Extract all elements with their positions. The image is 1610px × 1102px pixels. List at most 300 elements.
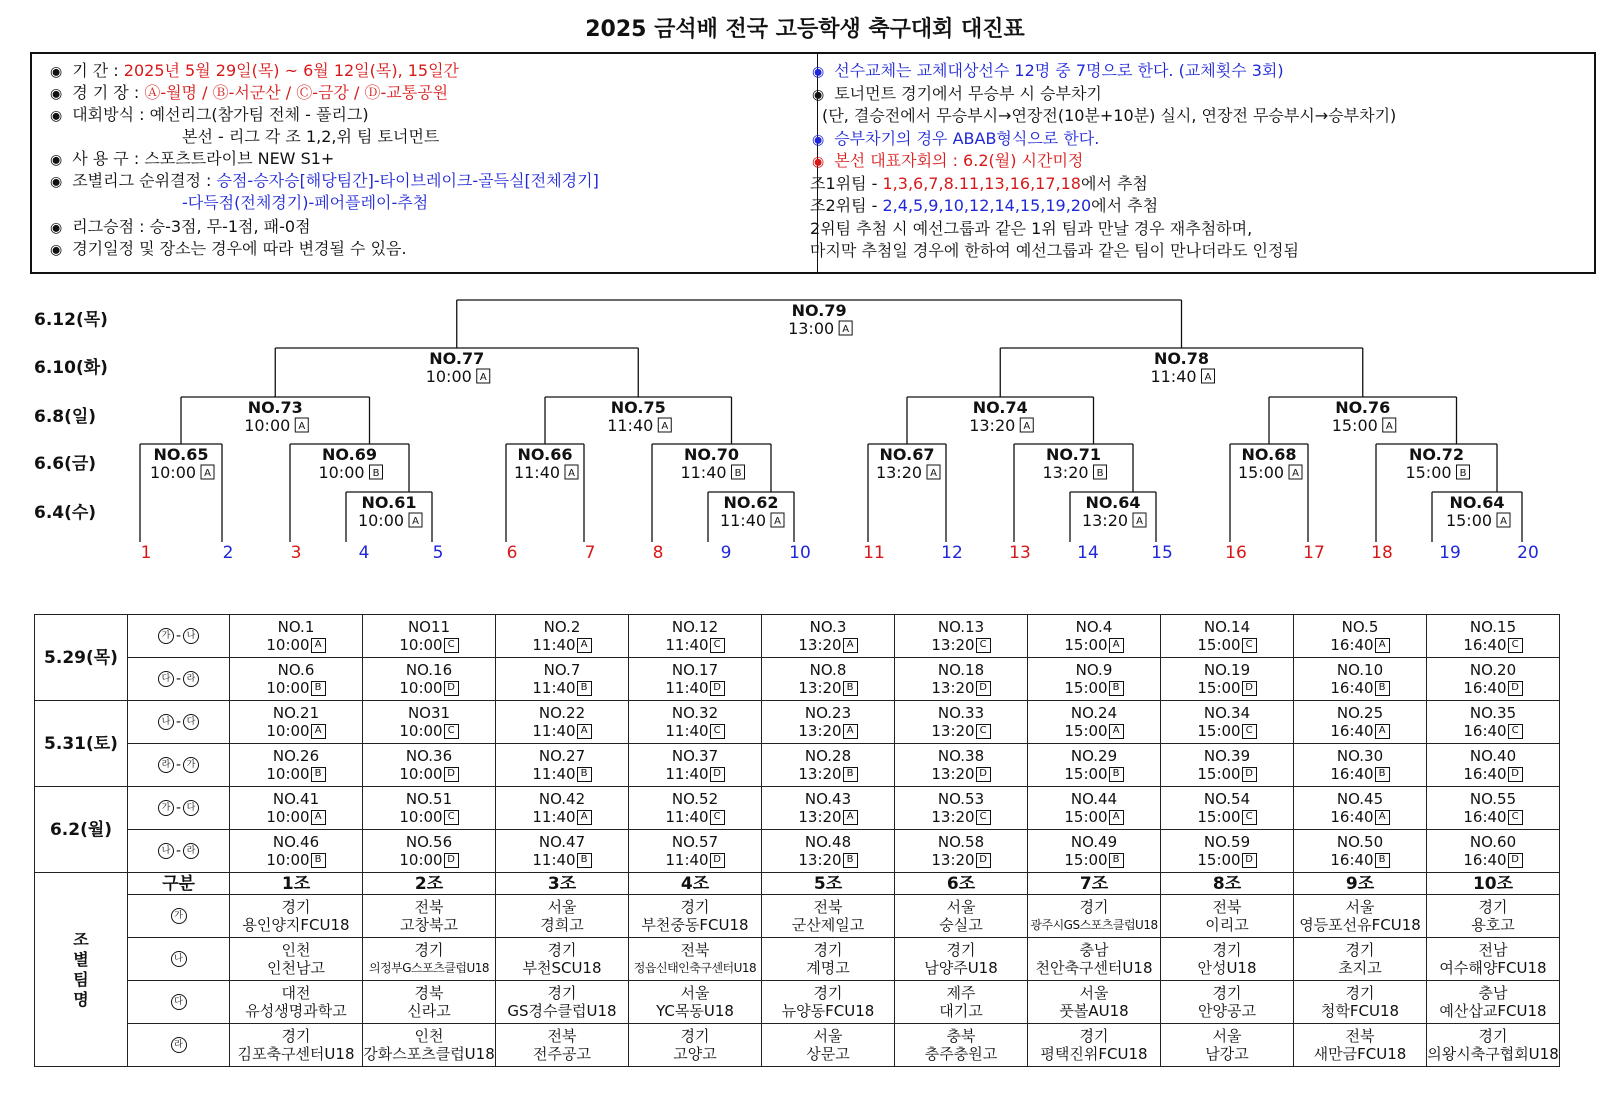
team-region: 서울 [547,898,577,916]
team-cell [895,1024,1028,1067]
team-cell [230,895,363,938]
bracket-slot: 4 [358,543,370,563]
venue-box: D [710,853,725,868]
schedule-match [895,787,1028,830]
info-text: 선수교체는 교체대상선수 12명 중 7명으로 한다. (교체횟수 3회) [834,61,1284,80]
match-time: 16:40 [1330,722,1374,740]
match-time: 15:00 [1405,463,1452,482]
match-time: 16:40 [1330,808,1374,826]
match-time: 11:40 [607,416,654,435]
team-name: 경희고 [540,916,584,934]
team-cell [1427,895,1560,938]
group-team-row [35,981,1560,1024]
match-number: NO.71 [1046,445,1101,464]
bracket-slot: 12 [941,543,963,563]
match-time-row [629,636,761,654]
group-name: 7조 [1028,873,1161,895]
team-region: 인천 [281,941,311,959]
schedule-match [629,744,762,787]
match-time-row [363,851,495,869]
team-name: 강화스포츠클럽U18 [363,1045,495,1063]
info-text: 에서 추첨 [1091,196,1159,215]
schedule-row [35,830,1560,873]
group-name: 8조 [1161,873,1294,895]
team-cell [363,895,496,938]
match-time-row [1161,808,1293,826]
team-region: 경기 [1212,984,1242,1002]
venue-box: A [843,724,858,739]
match-time: 11:40 [532,722,576,740]
match-number: NO.17 [671,661,719,679]
team-name: 의정부G스포츠클럽U18 [368,961,490,975]
group-header-row [35,873,1560,895]
bullet-icon: ◉ [50,64,63,80]
match-time: 13:00 [788,319,835,338]
info-text: 승부차기의 경우 ABAB형식으로 한다. [834,128,1100,148]
match-time: 10:00 [266,808,310,826]
match-time: 10:00 [149,463,197,482]
match-number: NO.78 [1154,349,1209,368]
team-name: 숭실고 [939,916,983,934]
bracket-slot: 17 [1303,543,1325,563]
venue-letter: A [930,468,937,479]
team-region: 경북 [414,984,444,1002]
team-name: 의왕시축구협회U18 [1427,1045,1559,1063]
venue-box: C [444,724,459,739]
round-date: 6.10(화) [34,358,108,378]
match-number: NO.16 [405,661,453,679]
team-name: 용인양지FCU18 [242,916,350,934]
team-cell [895,981,1028,1024]
schedule-match [629,787,762,830]
match-number: NO.36 [405,747,453,765]
schedule-match [1161,615,1294,658]
venue-box: A [1109,724,1124,739]
match-number: NO.35 [1469,704,1517,722]
team-region: 서울 [1079,984,1109,1002]
team-region: 경기 [1478,898,1508,916]
group-name: 10조 [1427,873,1560,895]
match-time: 11:40 [513,463,561,482]
match-time: 16:40 [1463,679,1507,697]
schedule-match [895,830,1028,873]
match-number: NO.48 [804,833,852,851]
match-number: NO.51 [405,790,453,808]
match-time: 15:00 [1064,808,1108,826]
team-region: 서울 [813,1027,843,1045]
match-number: NO.60 [1469,833,1517,851]
match-time: 13:20 [798,765,842,783]
schedule-date: 6.2(월) [35,787,128,873]
venue-box: D [1508,681,1523,696]
match-time-row [762,765,894,783]
match-number: NO.20 [1469,661,1517,679]
match-time-row [762,679,894,697]
match-number: NO.75 [610,398,666,417]
venue-box: A [1375,724,1390,739]
match-number: NO.4 [1075,618,1113,636]
match-time-row [1427,636,1559,654]
match-number: NO.9 [1075,661,1113,679]
team-cell [1294,981,1427,1024]
team-cell [1427,938,1560,981]
info-box [30,52,1596,274]
venue-letter: A [204,468,211,479]
schedule-match [496,701,629,744]
venue-letter: A [1385,421,1393,432]
team-cell [1294,895,1427,938]
match-number: NO.22 [538,704,586,722]
team-cell [629,938,762,981]
bullet-icon: ◉ [50,242,63,258]
venue-box: B [1375,681,1390,696]
team-name: 부천중동FCU18 [641,916,749,934]
team-cell [629,981,762,1024]
group-mark-icon: 다 [158,671,174,687]
team-name: 천안축구센터U18 [1035,959,1153,977]
schedule-match [496,615,629,658]
schedule-match [895,701,1028,744]
team-name: 고창북고 [400,916,458,934]
group-pair [128,744,230,787]
match-time: 15:00 [1197,722,1241,740]
info-value: 스포츠트라이브 NEW S1+ [144,149,335,168]
match-time: 13:20 [875,463,923,482]
venue-box: B [311,767,326,782]
match-number: NO.13 [937,618,985,636]
group-pair [128,830,230,873]
schedule-row [35,658,1560,701]
match-time: 15:00 [1064,765,1108,783]
venue-box: A [311,638,326,653]
team-cell [1028,981,1161,1024]
match-time-row [363,765,495,783]
schedule-row [35,701,1560,744]
match-time: 15:00 [1197,808,1241,826]
match-time: 10:00 [266,722,310,740]
team-cell [1028,895,1161,938]
team-name: 평택진위FCU18 [1040,1045,1148,1063]
match-number: NO.43 [804,790,852,808]
match-time-row [230,722,362,740]
venue-box: C [444,638,459,653]
group-name: 5조 [762,873,895,895]
match-time: 10:00 [399,808,443,826]
match-time: 15:00 [1197,851,1241,869]
group-pair [128,658,230,701]
match-number: NO.5 [1341,618,1379,636]
team-region: 경기 [547,941,577,959]
team-region: 경기 [813,941,843,959]
info-text: 본선 대표자회의 : 6.2(월) 시간미정 [834,151,1084,170]
match-time: 10:00 [399,722,443,740]
venue-box: D [1242,853,1257,868]
venue-box: B [577,681,592,696]
team-name: 예산삽교FCU18 [1439,1002,1547,1020]
schedule-match [629,830,762,873]
match-time-row [895,851,1027,869]
match-time: 16:40 [1463,851,1507,869]
match-time: 10:00 [266,851,310,869]
team-region: 전북 [1345,1027,1375,1045]
match-number: NO.64 [1085,493,1141,512]
schedule-match [1294,615,1427,658]
bracket-slot: 14 [1077,543,1099,563]
match-number: NO11 [407,618,451,636]
match-time: 10:00 [425,367,472,386]
match-time-row [762,636,894,654]
match-time: 13:20 [931,679,975,697]
venue-box: B [1109,681,1124,696]
match-time: 10:00 [266,636,310,654]
venue-letter: A [1292,468,1299,479]
venue-box: C [1508,810,1523,825]
schedule-match [762,615,895,658]
info-right-line [822,105,1396,127]
team-region: 경기 [414,941,444,959]
match-number: NO.15 [1469,618,1517,636]
info-left-line [50,216,311,239]
bracket-slot: 16 [1225,543,1247,563]
info-right-line [812,128,1099,151]
venue-box: C [1242,724,1257,739]
match-time-row [496,851,628,869]
team-name: 남강고 [1205,1045,1249,1063]
match-number: NO.79 [791,301,847,320]
team-name: 풋볼AU18 [1059,1002,1129,1020]
match-time-row [1427,722,1559,740]
info-text: 에서 추첨 [1080,173,1148,193]
team-region: 경기 [1345,984,1375,1002]
venue-box: C [1242,810,1257,825]
venue-letter: A [1023,421,1031,432]
match-time-row [1294,679,1426,697]
match-time: 10:00 [244,416,291,435]
schedule-match [496,830,629,873]
schedule-date: 5.31(토) [35,701,128,787]
info-left-line [50,238,407,261]
match-number: NO.18 [937,661,985,679]
team-name: 유성생명과학고 [245,1002,347,1020]
match-number: NO.42 [538,790,586,808]
venue-box: C [1242,638,1257,653]
bullet-icon: ◉ [812,86,825,103]
venue-box: A [577,724,592,739]
team-cell [230,938,363,981]
schedule-match [1294,787,1427,830]
team-region: 경기 [281,1027,311,1045]
schedule-match [230,744,363,787]
match-number: NO.66 [517,445,573,464]
match-time: 13:20 [798,808,842,826]
match-number: NO.6 [277,661,315,679]
team-region: 인천 [414,1027,444,1045]
match-time-row [762,851,894,869]
match-number: NO.32 [671,704,719,722]
team-cell [762,938,895,981]
match-number: NO.38 [937,747,985,765]
venue-letter: A [1500,516,1507,527]
match-time-row [629,851,761,869]
group-mark [128,981,230,1024]
match-time-row [1161,679,1293,697]
info-value: Ⓐ-월명 / Ⓑ-서군산 / Ⓒ-금강 / Ⓓ-교통공원 [144,83,449,102]
match-number: NO.67 [879,445,935,464]
match-number: NO.53 [937,790,985,808]
info-highlight: 1,3,6,7,8.11,13,16,17,18 [882,173,1081,193]
match-number: NO.74 [972,398,1028,417]
match-number: NO.62 [723,493,779,512]
match-time: 13:20 [931,808,975,826]
info-value: 본선 - 리그 각 조 1,2,위 팀 토너먼트 [182,127,440,146]
schedule-match [1161,787,1294,830]
schedule-match [363,658,496,701]
match-number: NO.30 [1336,747,1384,765]
team-region: 경기 [1212,941,1242,959]
team-region: 전북 [414,898,444,916]
group-mark-icon: 다 [183,714,199,730]
info-right-line [810,240,1299,262]
info-value: 경기일정 및 장소는 경우에 따라 변경될 수 있음. [72,239,407,258]
team-cell [1161,895,1294,938]
match-number: NO.40 [1469,747,1517,765]
venue-letter: A [1204,372,1212,383]
bracket-slot: 13 [1009,543,1031,563]
venue-box: B [577,767,592,782]
schedule-date: 5.29(목) [35,615,128,701]
team-cell [895,938,1028,981]
team-region: 경기 [547,984,577,1002]
schedule-match [1427,658,1560,701]
schedule-row [35,744,1560,787]
group-mark [128,895,230,938]
group-mark-icon: 다 [171,994,187,1010]
group-name: 4조 [629,873,762,895]
schedule-match [230,615,363,658]
venue-box: B [311,681,326,696]
round-date: 6.12(목) [34,310,108,330]
team-name: 군산제일고 [791,916,865,934]
team-region: 제주 [946,984,976,1002]
group-mark-icon: 가 [158,800,174,816]
schedule-match [762,787,895,830]
group-mark-icon: 나 [183,628,199,644]
team-region: 서울 [680,984,710,1002]
info-text: 2위팀 추첨 시 예선그룹과 같은 1위 팀과 만날 경우 재추첨하며, [810,218,1253,238]
team-region: 전북 [547,1027,577,1045]
venue-box: D [710,767,725,782]
schedule-match [1294,701,1427,744]
match-time: 13:20 [931,765,975,783]
group-mark [128,1024,230,1067]
match-number: NO.7 [543,661,581,679]
venue-box: D [1508,853,1523,868]
schedule-match [1161,701,1294,744]
group-mark-icon: 다 [183,800,199,816]
match-time-row [1427,851,1559,869]
team-region: 경기 [813,984,843,1002]
team-cell [363,938,496,981]
match-time: 11:40 [665,636,709,654]
match-time: 10:00 [399,636,443,654]
match-number: NO.50 [1336,833,1384,851]
schedule-match [1294,830,1427,873]
match-time: 11:40 [532,679,576,697]
venue-box: B [843,853,858,868]
match-number: NO.23 [804,704,852,722]
match-time: 10:00 [266,679,310,697]
match-number: NO.69 [322,445,377,464]
group-mark-icon: 라 [183,671,199,687]
team-region: 충북 [946,1027,976,1045]
team-name: 계명고 [806,959,850,977]
match-time: 16:40 [1463,722,1507,740]
team-cell [230,981,363,1024]
group-name: 9조 [1294,873,1427,895]
page-title: 2025 금석배 전국 고등학생 축구대회 대진표 [585,17,1025,42]
match-number: NO.37 [671,747,719,765]
info-right-line [812,150,1083,173]
team-cell [1294,938,1427,981]
schedule-match [1028,830,1161,873]
bracket-slot: 10 [789,543,811,563]
group-mark-icon: 나 [171,951,187,967]
schedule-match [363,701,496,744]
info-right-line [810,195,1158,217]
match-time: 13:20 [931,851,975,869]
match-time-row [629,679,761,697]
match-number: NO.27 [538,747,586,765]
bracket-slot: 11 [863,543,885,563]
match-time: 15:00 [1064,636,1108,654]
match-time: 16:40 [1330,636,1374,654]
venue-box: C [976,810,991,825]
schedule-match [629,615,762,658]
venue-box: B [843,681,858,696]
info-text: 토너먼트 경기에서 무승부 시 승부차기 [834,83,1102,103]
match-time-row [230,765,362,783]
venue-box: B [1375,767,1390,782]
match-time-row [895,765,1027,783]
venue-box: A [577,638,592,653]
venue-box: C [1508,638,1523,653]
venue-box: B [311,853,326,868]
venue-box: A [311,810,326,825]
bracket-slot: 7 [584,543,596,563]
match-time-row [1028,722,1160,740]
venue-box: A [1109,810,1124,825]
group-mark-icon: 가 [158,628,174,644]
match-number: NO.70 [684,445,739,464]
venue-box: D [976,853,991,868]
group-dash: - [175,800,182,816]
tournament-bracket [0,280,1610,580]
match-number: NO31 [407,704,451,722]
team-cell [363,1024,496,1067]
venue-letter: B [734,468,742,479]
bullet-icon: ◉ [50,86,63,102]
match-number: NO.29 [1070,747,1118,765]
match-time-row [363,636,495,654]
info-left-line [50,148,334,171]
team-name: 이리고 [1205,916,1249,934]
match-time: 15:00 [1445,511,1493,530]
venue-box: D [444,767,459,782]
venue-box: C [444,810,459,825]
round-date: 6.8(일) [34,407,97,427]
schedule-match [496,744,629,787]
info-left-line [50,60,459,83]
